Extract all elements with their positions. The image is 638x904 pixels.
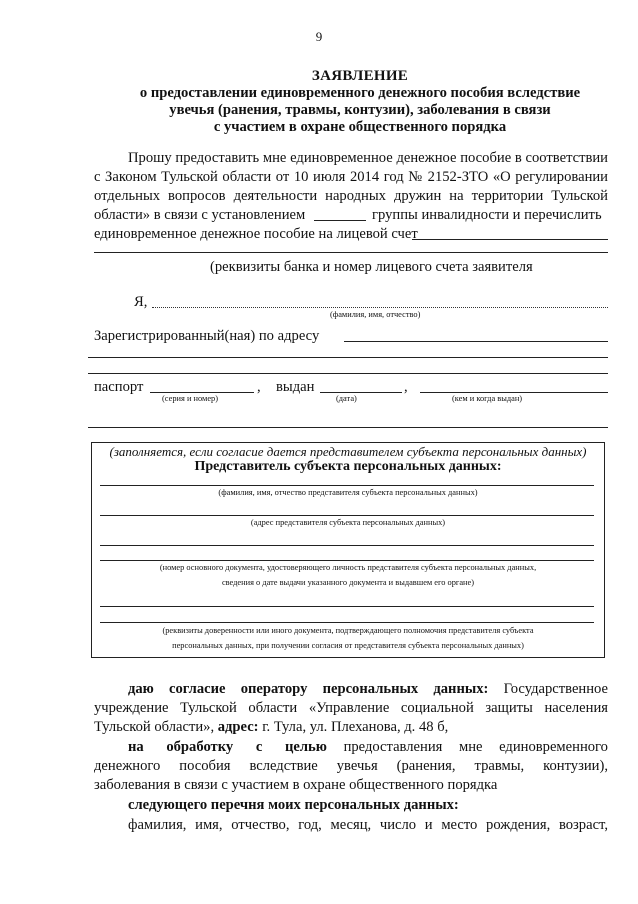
registered-label: Зарегистрированный(ная) по адресу (94, 328, 320, 344)
fio-caption: (фамилия, имя, отчество) (330, 310, 421, 319)
request-line-3: отдельных вопросов деятельности народных дружин на территории Тульской (94, 188, 608, 204)
consent-lead-rest: Государственное (503, 681, 608, 697)
subtitle-line-1: о предоставлении единовременного денежного пособия вследствие (139, 85, 581, 101)
disability-group-field[interactable] (314, 220, 366, 221)
list-heading: следующего перечня моих персональных данных: (128, 797, 459, 813)
subtitle-line-2: увечья (ранения, травмы, контузии), заболевания в связи (169, 102, 551, 118)
rep-power-caption-1: (реквизиты доверенности или иного документа, подтверждающего полномочия представителя субъекта (162, 626, 534, 635)
consent-line-1 (128, 680, 608, 699)
issued-by-caption: (кем и когда выдан) (452, 394, 523, 403)
rep-doc-caption-2: сведения о дате выдачи указанного документа и выдавшем его органе) (221, 578, 475, 587)
rep-address-caption: (адрес представителя субъекта персональных данных) (250, 518, 446, 527)
bank-caption: (реквизиты банка и номер лицевого счета заявителя (210, 259, 533, 275)
bank-details-field[interactable] (94, 252, 608, 253)
consent-lead: даю согласие оператору персональных данных: (128, 681, 489, 697)
request-line-1: Прошу предоставить мне единовременное денежное пособие в соответствии (128, 150, 608, 166)
address-field-2[interactable] (88, 357, 608, 358)
consent-line-3 (94, 718, 448, 737)
i-label: Я, (134, 294, 148, 310)
rep-fio-field[interactable] (100, 485, 594, 486)
purpose-lead-rest: предоставления мне единовременного (343, 739, 608, 755)
rep-address-field[interactable] (100, 515, 594, 516)
page-number: 9 (315, 29, 323, 44)
request-line-2: с Законом Тульской области от 10 июля 2014 год № 2152-ЗТО «О регулировании (94, 169, 608, 185)
purpose-line-2: денежного пособия вследствие увечья (ранения, травмы, контузии), (94, 758, 608, 774)
request-line-4a: области» в связи с установлением (94, 207, 306, 223)
series-caption: (серия и номер) (162, 394, 219, 403)
passport-label: паспорт (94, 379, 144, 395)
passport-comma-2: , (404, 379, 408, 395)
rep-fio-caption: (фамилия, имя, отчество представителя субъекта персональных данных) (218, 488, 478, 497)
consent-line-2: учреждение Тульской области «Управление социальной защиты населения (94, 700, 608, 716)
rep-power-field-2[interactable] (100, 622, 594, 623)
list-line-1: фамилия, имя, отчество, год, месяц, число и место рождения, возраст, (128, 817, 608, 833)
account-field[interactable] (412, 239, 608, 240)
rep-power-field-1[interactable] (100, 606, 594, 607)
passport-extra-field[interactable] (88, 427, 608, 428)
fio-field[interactable] (152, 307, 608, 308)
rep-power-caption-2: персональных данных, при получении согласия от представителя субъекта персональных данных) (172, 641, 524, 650)
consent-org-end: Тульской области», (94, 719, 215, 735)
date-caption: (дата) (336, 394, 357, 403)
consent-address: г. Тула, ул. Плеханова, д. 48 б, (262, 719, 449, 735)
consent-address-label: адрес: (217, 719, 259, 735)
purpose-line-1 (128, 738, 608, 757)
issue-date-field[interactable] (320, 392, 402, 393)
issued-by-field[interactable] (420, 392, 608, 393)
address-field-3[interactable] (88, 373, 608, 374)
address-field-1[interactable] (344, 341, 608, 342)
issued-label: выдан (276, 379, 315, 395)
representative-heading: Представитель субъекта персональных данных: (194, 459, 502, 474)
rep-doc-field-2[interactable] (100, 560, 594, 561)
request-line-5: единовременное денежное пособие на лицевой счет (94, 226, 418, 242)
document-title: ЗАЯВЛЕНИЕ (311, 68, 409, 84)
passport-series-field[interactable] (150, 392, 254, 393)
request-line-4b: группы инвалидности и перечислить (372, 207, 602, 223)
purpose-lead: на обработку с целью (128, 739, 327, 755)
passport-comma-1: , (257, 379, 261, 395)
representative-note: (заполняется, если согласие дается представителем субъекта персональных данных) (109, 444, 587, 459)
subtitle-line-3: с участием в охране общественного порядка (213, 119, 507, 135)
rep-doc-field-1[interactable] (100, 545, 594, 546)
rep-doc-caption-1: (номер основного документа, удостоверяющего личность представителя субъекта персональных данных, (159, 563, 537, 572)
purpose-line-3: заболевания в связи с участием в охране общественного порядка (94, 777, 498, 793)
